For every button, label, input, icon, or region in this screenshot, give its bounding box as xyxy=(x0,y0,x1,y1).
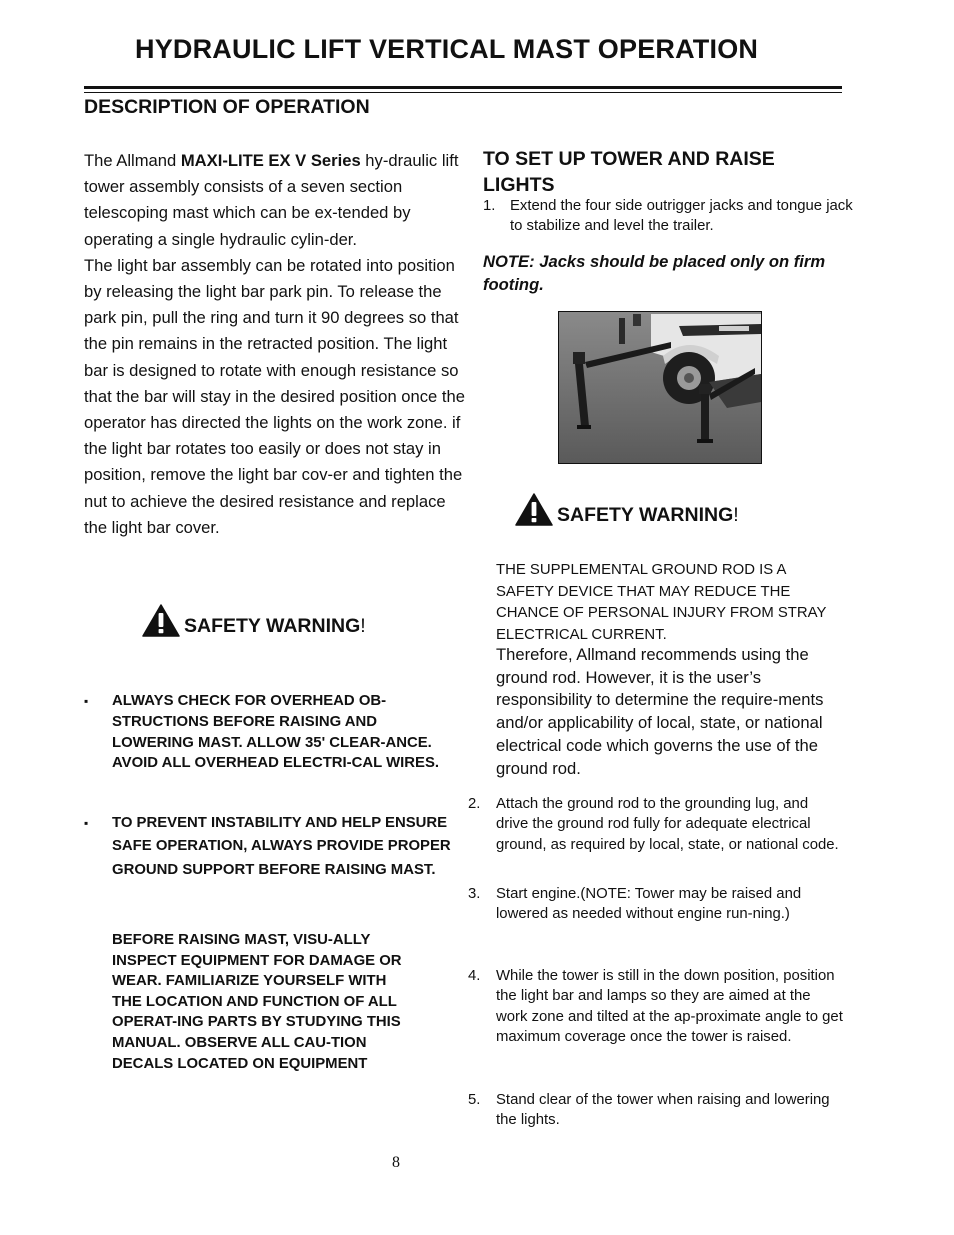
trailer-jack-photo xyxy=(558,311,762,464)
trailer-jack-illustration xyxy=(559,312,761,463)
warning-inspect-equipment: BEFORE RAISING MAST, VISU-ALLY INSPECT EQUIPMENT FOR DAMAGE OR WEAR. FAMILIARIZE YOURSELF WITH THE LOCATION AND FUNCTION OF ALL OPERAT-ING PARTS BY STUDYING THIS MANUAL. OBSERVE ALL CAU-TION DECALS LOCATED ON EQUIPMENT xyxy=(112,932,402,1072)
setup-step-3: 3. Start engine.(NOTE: Tower may be raised and lowered as needed without engine run-ning.) xyxy=(468,886,802,923)
section-heading: DESCRIPTION OF OPERATION xyxy=(84,96,370,118)
ground-rod-recommendation: Therefore, Allmand recommends using the ground rod. However, it is the user’s responsibility to determine the require-ments and/or applicability of local, state, or national electrical code which governs the use of the ground rod. xyxy=(496,645,824,778)
bullet-marker: ▪ xyxy=(84,816,89,830)
title-rule-thick xyxy=(84,86,842,89)
description-intro: The Allmand MAXI-LITE EX V Series hy-draulic lift tower assembly consists of a seven section telescoping mast which can be ex-tended by operating a single hydraulic cylin-der. xyxy=(84,151,459,249)
note-jacks: NOTE: Jacks should be placed only on firm footing. xyxy=(483,252,826,294)
warning-triangle-icon xyxy=(142,604,180,637)
safety-warning-left: SAFETY WARNING! xyxy=(142,604,366,637)
title-rule-thin xyxy=(84,92,842,93)
product-name: MAXI-LITE EX V Series xyxy=(180,151,361,170)
setup-step-2: 2. Attach the ground rod to the grounding lug, and drive the ground rod fully for adequate electrical ground, as required by local, state, or national code. xyxy=(468,796,839,853)
setup-step-1: 1. Extend the four side outrigger jacks and tongue jack to stabilize and level the trailer. xyxy=(483,198,853,235)
bullet-marker: ▪ xyxy=(84,694,89,708)
safety-warning-right: SAFETY WARNING! xyxy=(515,493,739,526)
page-title: HYDRAULIC LIFT VERTICAL MAST OPERATION xyxy=(135,34,759,64)
warning-bullet-overhead: ▪ ALWAYS CHECK FOR OVERHEAD OB-STRUCTIONS BEFORE RAISING AND LOWERING MAST. ALLOW 35' CLEAR-ANCE. AVOID ALL OVERHEAD ELECTRI-CAL WIRES. xyxy=(84,693,440,772)
warning-triangle-icon xyxy=(515,493,553,526)
description-light-bar: The light bar assembly can be rotated into position by releasing the light bar park pin. To release the park pin, pull the ring and turn it 90 degrees so that the pin remains in the retracted position. The light bar is designed to rotate with enough resistance so that the bar will stay in the desired position once the operator has directed the lights on the work zone. if the light bar rotates too easily or does not stay in position, remove the light bar cov-er and tighten the nut to achieve the desired resistance and replace the light bar cover. xyxy=(84,255,465,537)
setup-step-4: 4. While the tower is still in the down position, position the light bar and lamps so they are aimed at the work zone and tilted at the ap-proximate angle to get maximum coverage once the tower is raised. xyxy=(468,968,843,1046)
description-text xyxy=(84,148,469,541)
page-number: 8 xyxy=(392,1154,400,1171)
ground-rod-warning: THE SUPPLEMENTAL GROUND ROD IS A SAFETY DEVICE THAT MAY REDUCE THE CHANCE OF PERSONAL INJURY FROM STRAY ELECTRICAL CURRENT. xyxy=(496,562,827,643)
setup-heading: TO SET UP TOWER AND RAISE LIGHTS xyxy=(483,148,775,196)
warning-bullet-instability: ▪ TO PREVENT INSTABILITY AND HELP ENSURE SAFE OPERATION, ALWAYS PROVIDE PROPER GROUND SUPPORT BEFORE RAISING MAST. xyxy=(84,812,454,882)
setup-step-5: 5. Stand clear of the tower when raising and lowering the lights. xyxy=(468,1092,830,1129)
